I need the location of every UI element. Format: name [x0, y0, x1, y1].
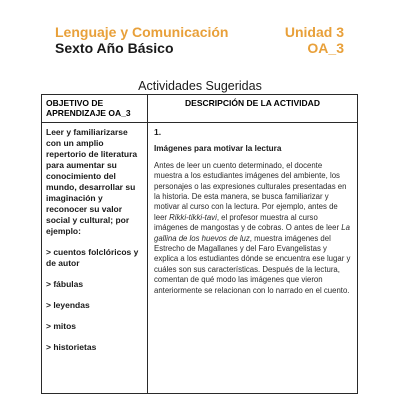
objective-list: [46, 247, 143, 353]
objective-text: Leer y familiarizarse con un amplio repertorio de literatura para aumentar su conocimiento del mundo, desarrollar su imaginación y reconocer su valor social y cultural; por ejemplo:: [46, 127, 138, 236]
list-item: > cuentos folclóricos y de autor: [46, 247, 139, 268]
subject-title: Lenguaje y Comunicación: [55, 24, 229, 40]
activity-number: 1.: [154, 127, 162, 137]
list-item: > historietas: [46, 342, 97, 352]
unit-label: Unidad 3: [284, 24, 344, 40]
header-left: [55, 24, 228, 56]
table-header-row: [42, 95, 358, 123]
activities-table: [41, 94, 358, 394]
objective-code: OA_3: [307, 40, 344, 56]
col-objective-header: OBJETIVO DE APRENDIZAJE OA_3: [42, 95, 148, 123]
list-item: > mitos: [46, 321, 76, 331]
section-title: Actividades Sugeridas: [138, 79, 262, 93]
table-row: [42, 123, 358, 394]
list-item: > leyendas: [46, 300, 90, 310]
activity-title: Imágenes para motivar la lectura: [154, 144, 282, 154]
activity-description: Antes de leer un cuento determinado, el docente muestra a los estudiantes imágenes del ambiente, los personajes o las expresiones culturales presentadas en la historia. De esta manera, se busca familiarizar y motivar al curso con la lectura. Por ejemplo, antes de leer Rikki-tikki-tavi, el profesor muestra al curso imágenes de mangostas y de cobras. O antes de leer La gallina de los huevos de luz, muestra imágenes del Estrecho de Magallanes y del Faro Evangelistas y explica a los estudiantes dónde se encuentra ese lugar y cuáles son sus características. Después de la lectura, comentan de qué modo las imágenes que vieron anteriormente se relacionan con lo narrado en el cuento.: [154, 160, 351, 295]
activity-cell: [148, 123, 358, 394]
grade-title: Sexto Año Básico: [55, 40, 174, 56]
header-right: [285, 24, 344, 56]
col-description-header: DESCRIPCIÓN DE LA ACTIVIDAD: [148, 95, 358, 123]
list-item: > fábulas: [46, 279, 84, 289]
objective-cell: [42, 123, 148, 394]
